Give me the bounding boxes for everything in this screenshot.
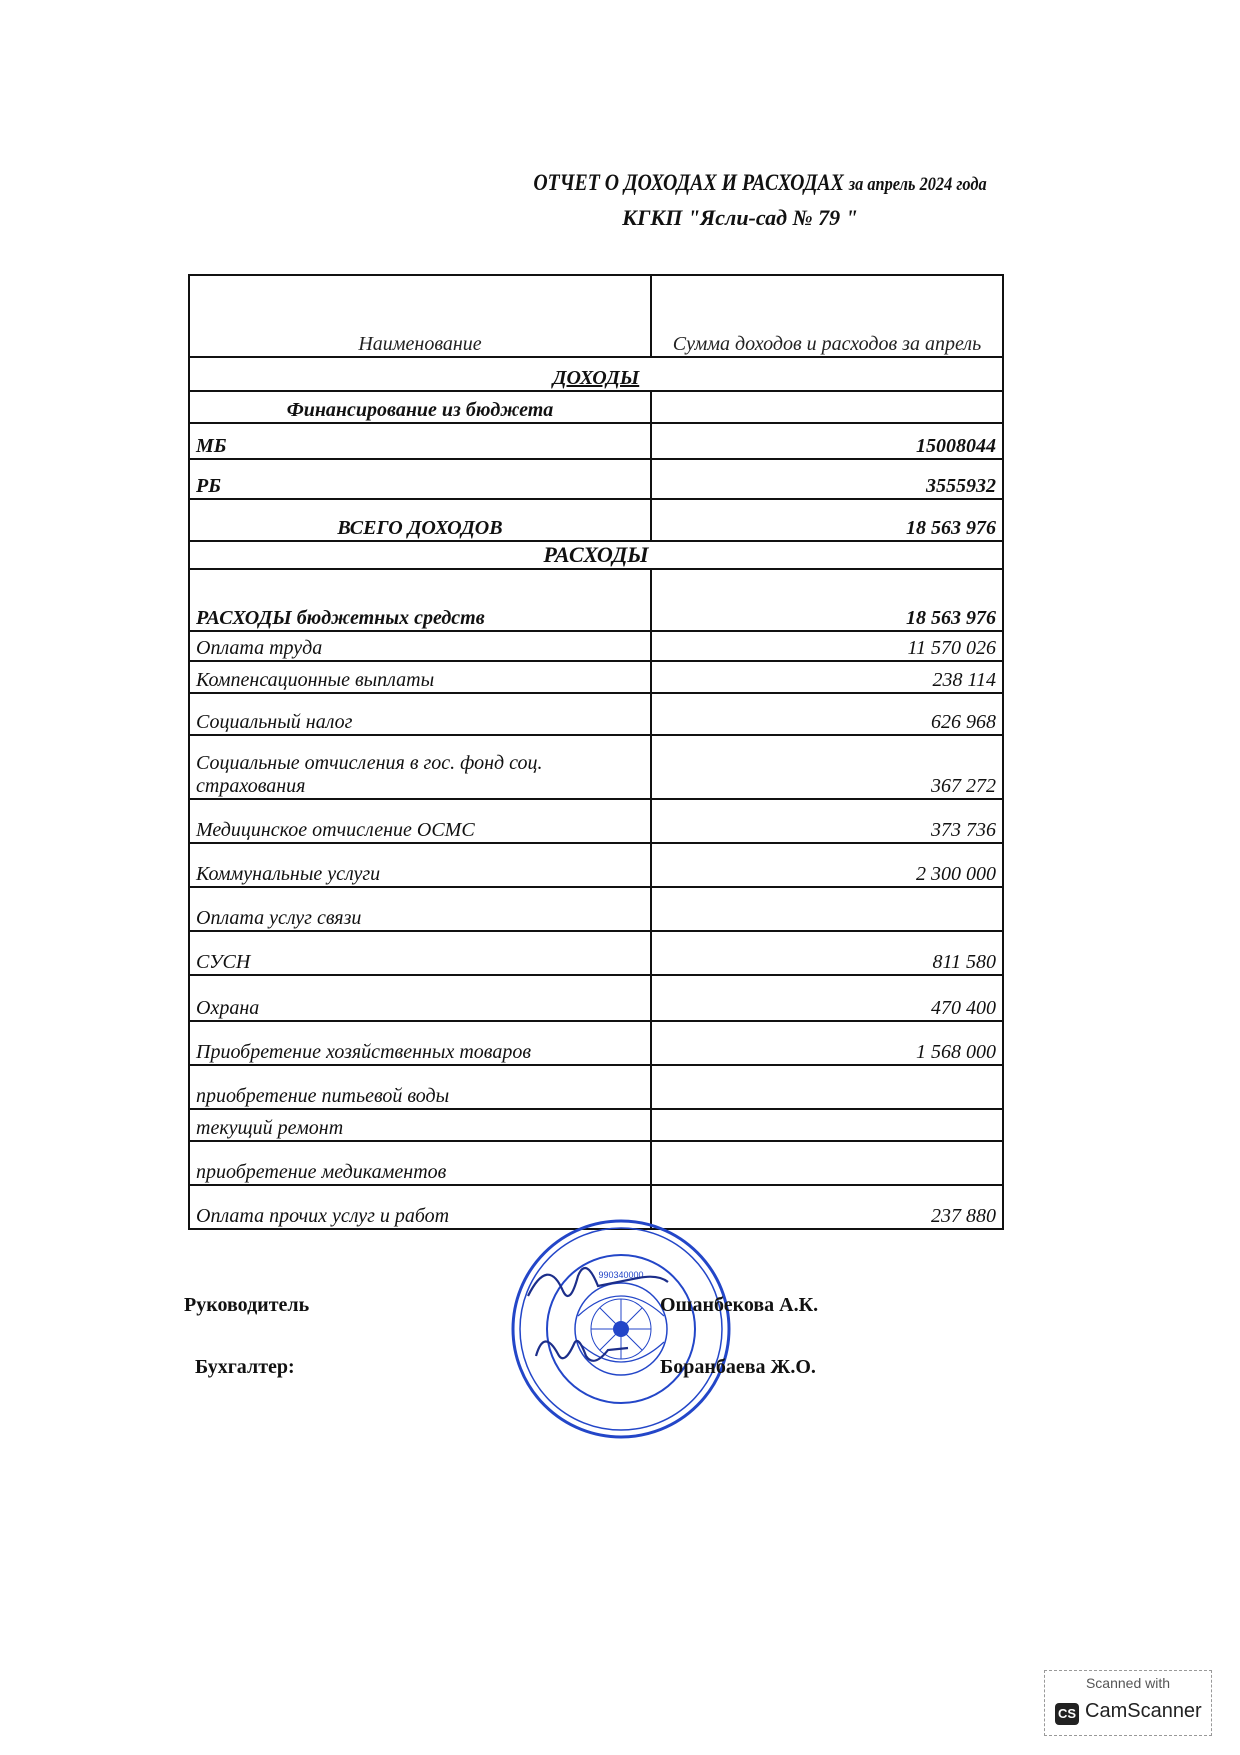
income-row-value: 3555932 <box>651 459 1003 499</box>
expense-row-label: Охрана <box>189 975 651 1021</box>
expense-row-value <box>651 1065 1003 1109</box>
expense-row-label: Приобретение хозяйственных товаров <box>189 1021 651 1065</box>
expense-row-label: СУСН <box>189 931 651 975</box>
expense-row-value: 367 272 <box>651 735 1003 799</box>
income-row-label: МБ <box>189 423 651 459</box>
budget-expense-label: РАСХОДЫ бюджетных средств <box>189 569 651 631</box>
table-header-row <box>189 275 1003 357</box>
expense-row-value <box>651 1109 1003 1141</box>
income-row-label: РБ <box>189 459 651 499</box>
accountant-name: Боранбаева Ж.О. <box>660 1356 816 1378</box>
director-label: Руководитель <box>184 1294 310 1316</box>
report-title <box>485 166 1035 202</box>
expense-row-value: 11 570 026 <box>651 631 1003 661</box>
column-header-name: Наименование <box>189 275 651 357</box>
director-name: Ошанбекова А.К. <box>660 1294 819 1316</box>
budget-funding-header: Финансирование из бюджета <box>189 391 651 423</box>
expense-section-header: РАСХОДЫ <box>189 541 1003 569</box>
official-stamp <box>508 1216 734 1442</box>
expense-row-label: Оплата труда <box>189 631 651 661</box>
expense-row-label: текущий ремонт <box>189 1109 651 1141</box>
scanned-with-text: Scanned with <box>1085 1675 1171 1691</box>
expense-row-label: Социальные отчисления в гос. фонд соц. страхования <box>189 735 651 799</box>
expense-row-value: 811 580 <box>651 931 1003 975</box>
expense-row-label: приобретение медикаментов <box>189 1141 651 1185</box>
expense-row-value: 470 400 <box>651 975 1003 1021</box>
expense-row-label: Медицинское отчисление ОСМС <box>189 799 651 843</box>
camscanner-name: CamScanner <box>1085 1700 1202 1722</box>
expense-row-value: 237 880 <box>651 1185 1003 1229</box>
camscanner-logo-icon: CS <box>1055 1703 1079 1725</box>
column-header-sum: Сумма доходов и расходов за апрель <box>651 275 1003 357</box>
total-income-label: ВСЕГО ДОХОДОВ <box>189 499 651 541</box>
report-subtitle: КГКП "Ясли-сад № 79 " <box>622 205 858 230</box>
report-title-period: за апрель 2024 года <box>848 174 987 195</box>
expense-row-value <box>651 887 1003 931</box>
expense-row-label: Социальный налог <box>189 693 651 735</box>
expense-row-label: Коммунальные услуги <box>189 843 651 887</box>
income-row-value: 15008044 <box>651 423 1003 459</box>
empty-cell <box>651 391 1003 423</box>
total-income-value: 18 563 976 <box>651 499 1003 541</box>
expense-row-value <box>651 1141 1003 1185</box>
income-section-header: ДОХОДЫ <box>189 357 1003 391</box>
expense-row-value: 2 300 000 <box>651 843 1003 887</box>
expense-row-value: 626 968 <box>651 693 1003 735</box>
expense-row-label: Компенсационные выплаты <box>189 661 651 693</box>
expense-row-label: Оплата услуг связи <box>189 887 651 931</box>
report-table <box>188 274 1004 1230</box>
expense-row-value: 1 568 000 <box>651 1021 1003 1065</box>
expense-row-value: 373 736 <box>651 799 1003 843</box>
budget-expense-value: 18 563 976 <box>651 569 1003 631</box>
expense-row-value: 238 114 <box>651 661 1003 693</box>
accountant-label: Бухгалтер: <box>195 1356 295 1378</box>
camscanner-watermark <box>1044 1670 1212 1736</box>
svg-text:990340000: 990340000 <box>598 1270 644 1280</box>
expense-row-label: Оплата прочих услуг и работ <box>189 1185 651 1229</box>
report-title-main: ОТЧЕТ О ДОХОДАХ И РАСХОДАХ <box>533 170 844 195</box>
expense-row-label: приобретение питьевой воды <box>189 1065 651 1109</box>
